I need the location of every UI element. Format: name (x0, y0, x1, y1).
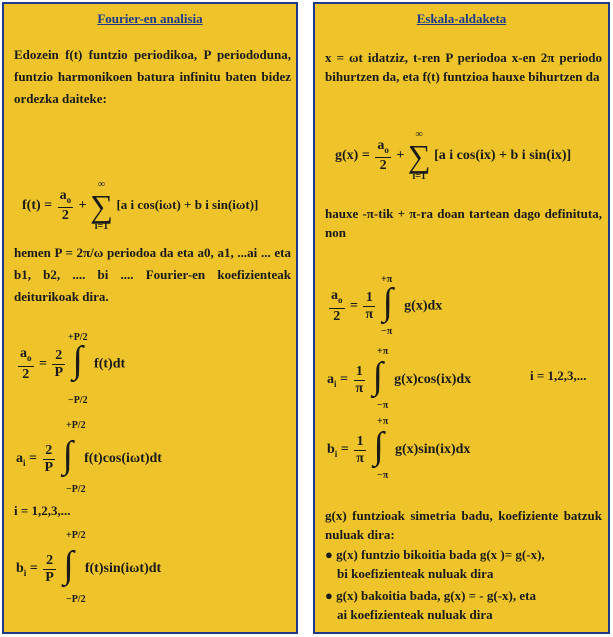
lower-limit: −π (377, 400, 389, 411)
sum-symbol: ∞ ∑ i=1 (90, 179, 113, 232)
explanation-text: hemen P = 2π/ω periodoa da eta a0, a1, ...ai ... eta b1, b2, .... bi .... Fourier-en koefizienteak deiturikoak dira. (14, 245, 291, 304)
lower-limit: −P/2 (68, 395, 88, 406)
upper-limit: +π (377, 416, 389, 427)
integral-sign: ∫ (72, 339, 83, 382)
upper-limit: +P/2 (66, 420, 86, 431)
panel-title: Fourier-en analisia (97, 11, 203, 26)
index-note: i = 1,2,3,... (14, 503, 71, 518)
lower-limit: −π (377, 470, 389, 481)
intro-text: Edozein f(t) funtzio periodikoa, P periododuna, funtzio harmonikoen batura infinitu baten bidez ordezka daiteke: (14, 47, 291, 106)
bullet-even: ● g(x) funtzio bikoitia bada g(x )= g(-x), bi koefizienteak nuluak dira (325, 547, 545, 581)
domain-note: hauxe -π-tik + π-ra doan tartean dago definituta, non (325, 206, 602, 240)
symmetry-note: g(x) funtzioak simetria badu, koefiziente batzuk nuluak dira: (325, 508, 602, 542)
fourier-series-formula: f(t) = $\frac{a_o}{2}$ + ∞ ∑ i=1 [a i cos(iωt) + b i sin(iωt)] (22, 179, 259, 232)
ai-formula: $a_i$ = $\frac{2}{P}$ ∫ f(t)cos(iωt)dt (16, 434, 162, 476)
bi-formula: $b_i$ = $\frac{1}{\pi}$ ∫ g(x)sin(ix)dx (327, 425, 471, 467)
fourier-analysis-panel (2, 2, 298, 634)
integral-sign: ∫ (373, 425, 384, 467)
integral-sign: ∫ (62, 434, 73, 476)
sum-symbol: ∞ ∑ i=1 (407, 129, 431, 182)
scaled-series-formula: g(x) = $\frac{a_o}{2}$ + ∞ ∑ i=1 [a i cos(ix) + b i sin(ix)] (335, 129, 572, 182)
formula-lhs: f(t) = (22, 198, 53, 214)
bullet-odd: ● g(x) bakoitia bada, g(x) = - g(-x), eta ai koefizienteak nuluak dira (325, 588, 536, 622)
integral-sign: ∫ (63, 544, 74, 586)
a0-formula: $\frac{a_o}{2}$ = $\frac{1}{\pi}$ ∫ g(x)dx (331, 281, 443, 324)
upper-limit: +P/2 (68, 332, 88, 343)
upper-limit: +π (377, 346, 389, 357)
upper-limit: +π (381, 274, 393, 285)
lower-limit: −π (381, 326, 393, 337)
a0-formula: $\frac{a_o}{2}$ = $\frac{2}{P}$ ∫ f(t)dt (20, 339, 126, 382)
intro-text: x = ωt idatziz, t-ren P periodoa x-en 2π periodo bihurtzen da, eta f(t) funtzioa hauxe bihurtzen da (325, 50, 602, 84)
lower-limit: −P/2 (66, 484, 86, 495)
scale-change-panel (313, 2, 610, 634)
a0-over-2: $\frac{a_o}{2}$ (59, 187, 72, 224)
series-body: [a i cos(iωt) + b i sin(iωt)] (116, 197, 259, 213)
integral-sign: ∫ (382, 281, 394, 324)
lower-limit: −P/2 (66, 594, 86, 605)
bi-formula: $b_i$ = $\frac{2}{P}$ ∫ f(t)sin(iωt)dt (16, 544, 162, 586)
ai-formula: $a_i$ = $\frac{1}{\pi}$ ∫ g(x)cos(ix)dx (327, 355, 472, 397)
panel-title: Eskala-aldaketa (416, 11, 507, 26)
upper-limit: +P/2 (66, 530, 86, 541)
integral-sign: ∫ (372, 355, 384, 397)
index-note: i = 1,2,3,... (530, 368, 587, 383)
